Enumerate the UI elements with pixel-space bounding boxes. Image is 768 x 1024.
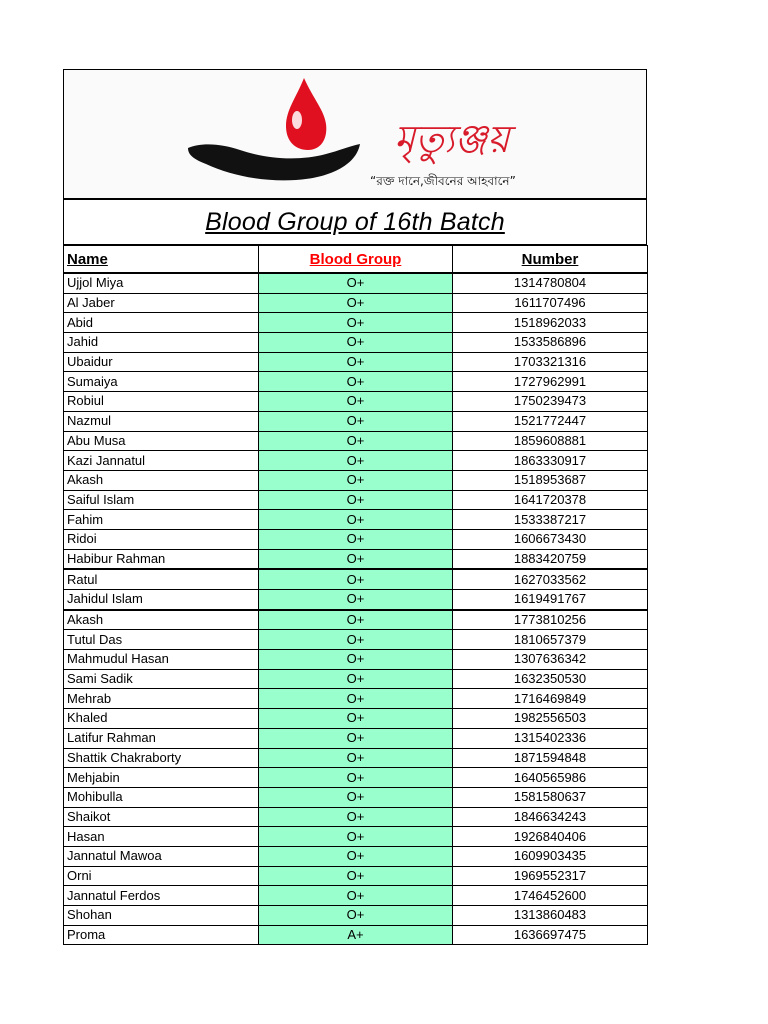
table-row <box>64 925 648 945</box>
name-cell: Mehrab <box>64 689 259 709</box>
number-cell: 1750239473 <box>453 392 648 412</box>
name-cell: Robiul <box>64 392 259 412</box>
table-row <box>64 748 648 768</box>
table-row <box>64 333 648 353</box>
name-cell: Ridoi <box>64 529 259 549</box>
table-row <box>64 490 648 510</box>
number-cell: 1640565986 <box>453 768 648 788</box>
blood-group-cell: O+ <box>259 293 453 313</box>
blood-group-cell: O+ <box>259 630 453 650</box>
name-cell: Ratul <box>64 569 259 589</box>
blood-group-cell: O+ <box>259 886 453 906</box>
number-cell: 1926840406 <box>453 827 648 847</box>
number-cell: 1606673430 <box>453 529 648 549</box>
blood-group-cell: O+ <box>259 333 453 353</box>
name-cell: Akash <box>64 470 259 490</box>
table-row <box>64 827 648 847</box>
number-cell: 1533387217 <box>453 510 648 530</box>
name-cell: Jahid <box>64 333 259 353</box>
brand-text: মৃত্যুঞ্জয় <box>394 117 510 161</box>
header-blood-group: Blood Group <box>259 246 453 274</box>
table-row <box>64 807 648 827</box>
number-cell: 1727962991 <box>453 372 648 392</box>
number-cell: 1313860483 <box>453 906 648 926</box>
number-cell: 1518962033 <box>453 313 648 333</box>
table-row <box>64 728 648 748</box>
number-cell: 1521772447 <box>453 411 648 431</box>
blood-group-cell: O+ <box>259 827 453 847</box>
blood-group-sheet <box>63 69 647 945</box>
page-title: Blood Group of 16th Batch <box>205 207 505 236</box>
blood-group-cell: O+ <box>259 352 453 372</box>
name-cell: Jannatul Ferdos <box>64 886 259 906</box>
table-row <box>64 510 648 530</box>
number-cell: 1307636342 <box>453 650 648 670</box>
blood-group-cell: O+ <box>259 451 453 471</box>
blood-group-table <box>63 245 648 945</box>
name-cell: Ubaidur <box>64 352 259 372</box>
number-cell: 1969552317 <box>453 866 648 886</box>
table-row <box>64 451 648 471</box>
name-cell: Mohibulla <box>64 787 259 807</box>
number-cell: 1863330917 <box>453 451 648 471</box>
blood-group-cell: O+ <box>259 610 453 630</box>
number-cell: 1871594848 <box>453 748 648 768</box>
name-cell: Hasan <box>64 827 259 847</box>
number-cell: 1619491767 <box>453 590 648 610</box>
table-row <box>64 431 648 451</box>
name-cell: Saiful Islam <box>64 490 259 510</box>
logo-graphic <box>64 70 646 198</box>
name-cell: Nazmul <box>64 411 259 431</box>
blood-group-cell: O+ <box>259 689 453 709</box>
name-cell: Ujjol Miya <box>64 273 259 293</box>
table-row <box>64 352 648 372</box>
table-row <box>64 529 648 549</box>
blood-group-cell: O+ <box>259 273 453 293</box>
blood-group-cell: O+ <box>259 431 453 451</box>
blood-group-cell: O+ <box>259 490 453 510</box>
number-cell: 1518953687 <box>453 470 648 490</box>
number-cell: 1581580637 <box>453 787 648 807</box>
name-cell: Jahidul Islam <box>64 590 259 610</box>
table-row <box>64 470 648 490</box>
table-row <box>64 886 648 906</box>
table-row <box>64 411 648 431</box>
name-cell: Shaikot <box>64 807 259 827</box>
blood-group-cell: O+ <box>259 906 453 926</box>
blood-group-cell: O+ <box>259 549 453 569</box>
table-row <box>64 549 648 569</box>
blood-group-cell: A+ <box>259 925 453 945</box>
hand-icon <box>188 144 360 180</box>
title-row <box>63 200 647 245</box>
table-row <box>64 273 648 293</box>
name-cell: Sami Sadik <box>64 669 259 689</box>
number-cell: 1641720378 <box>453 490 648 510</box>
table-row <box>64 630 648 650</box>
blood-group-cell: O+ <box>259 650 453 670</box>
blood-group-cell: O+ <box>259 569 453 589</box>
name-cell: Kazi Jannatul <box>64 451 259 471</box>
table-row <box>64 866 648 886</box>
blood-group-cell: O+ <box>259 510 453 530</box>
name-cell: Al Jaber <box>64 293 259 313</box>
blood-group-cell: O+ <box>259 768 453 788</box>
number-cell: 1533586896 <box>453 333 648 353</box>
name-cell: Akash <box>64 610 259 630</box>
name-cell: Jannatul Mawoa <box>64 846 259 866</box>
number-cell: 1773810256 <box>453 610 648 630</box>
number-cell: 1703321316 <box>453 352 648 372</box>
table-row <box>64 846 648 866</box>
table-row <box>64 569 648 589</box>
table-row <box>64 293 648 313</box>
header-number: Number <box>453 246 648 274</box>
blood-group-cell: O+ <box>259 807 453 827</box>
blood-group-cell: O+ <box>259 709 453 729</box>
name-cell: Orni <box>64 866 259 886</box>
number-cell: 1315402336 <box>453 728 648 748</box>
table-row <box>64 787 648 807</box>
name-cell: Khaled <box>64 709 259 729</box>
blood-group-cell: O+ <box>259 728 453 748</box>
number-cell: 1846634243 <box>453 807 648 827</box>
table-row <box>64 689 648 709</box>
name-cell: Abid <box>64 313 259 333</box>
name-cell: Habibur Rahman <box>64 549 259 569</box>
name-cell: Tutul Das <box>64 630 259 650</box>
name-cell: Fahim <box>64 510 259 530</box>
name-cell: Proma <box>64 925 259 945</box>
table-row <box>64 372 648 392</box>
number-cell: 1609903435 <box>453 846 648 866</box>
number-cell: 1716469849 <box>453 689 648 709</box>
blood-group-cell: O+ <box>259 392 453 412</box>
number-cell: 1627033562 <box>453 569 648 589</box>
table-row <box>64 768 648 788</box>
blood-group-cell: O+ <box>259 669 453 689</box>
header-name: Name <box>64 246 259 274</box>
blood-group-cell: O+ <box>259 748 453 768</box>
number-cell: 1982556503 <box>453 709 648 729</box>
blood-group-cell: O+ <box>259 411 453 431</box>
blood-group-cell: O+ <box>259 590 453 610</box>
name-cell: Latifur Rahman <box>64 728 259 748</box>
blood-drop-icon <box>286 78 326 150</box>
name-cell: Sumaiya <box>64 372 259 392</box>
number-cell: 1314780804 <box>453 273 648 293</box>
blood-group-cell: O+ <box>259 372 453 392</box>
tagline: “রক্ত দানে,জীবনের আহবানে” <box>370 174 516 188</box>
number-cell: 1810657379 <box>453 630 648 650</box>
table-row <box>64 669 648 689</box>
blood-group-cell: O+ <box>259 846 453 866</box>
name-cell: Mehjabin <box>64 768 259 788</box>
blood-group-cell: O+ <box>259 866 453 886</box>
table-row <box>64 906 648 926</box>
blood-group-cell: O+ <box>259 313 453 333</box>
logo-banner <box>63 69 647 200</box>
number-cell: 1746452600 <box>453 886 648 906</box>
number-cell: 1636697475 <box>453 925 648 945</box>
name-cell: Shattik Chakraborty <box>64 748 259 768</box>
table-row <box>64 590 648 610</box>
number-cell: 1611707496 <box>453 293 648 313</box>
table-row <box>64 313 648 333</box>
table-row <box>64 610 648 630</box>
table-header-row <box>64 246 648 274</box>
name-cell: Shohan <box>64 906 259 926</box>
blood-group-cell: O+ <box>259 470 453 490</box>
table-row <box>64 709 648 729</box>
name-cell: Mahmudul Hasan <box>64 650 259 670</box>
table-row <box>64 392 648 412</box>
table-row <box>64 650 648 670</box>
blood-group-cell: O+ <box>259 529 453 549</box>
number-cell: 1632350530 <box>453 669 648 689</box>
number-cell: 1859608881 <box>453 431 648 451</box>
name-cell: Abu Musa <box>64 431 259 451</box>
number-cell: 1883420759 <box>453 549 648 569</box>
blood-group-cell: O+ <box>259 787 453 807</box>
